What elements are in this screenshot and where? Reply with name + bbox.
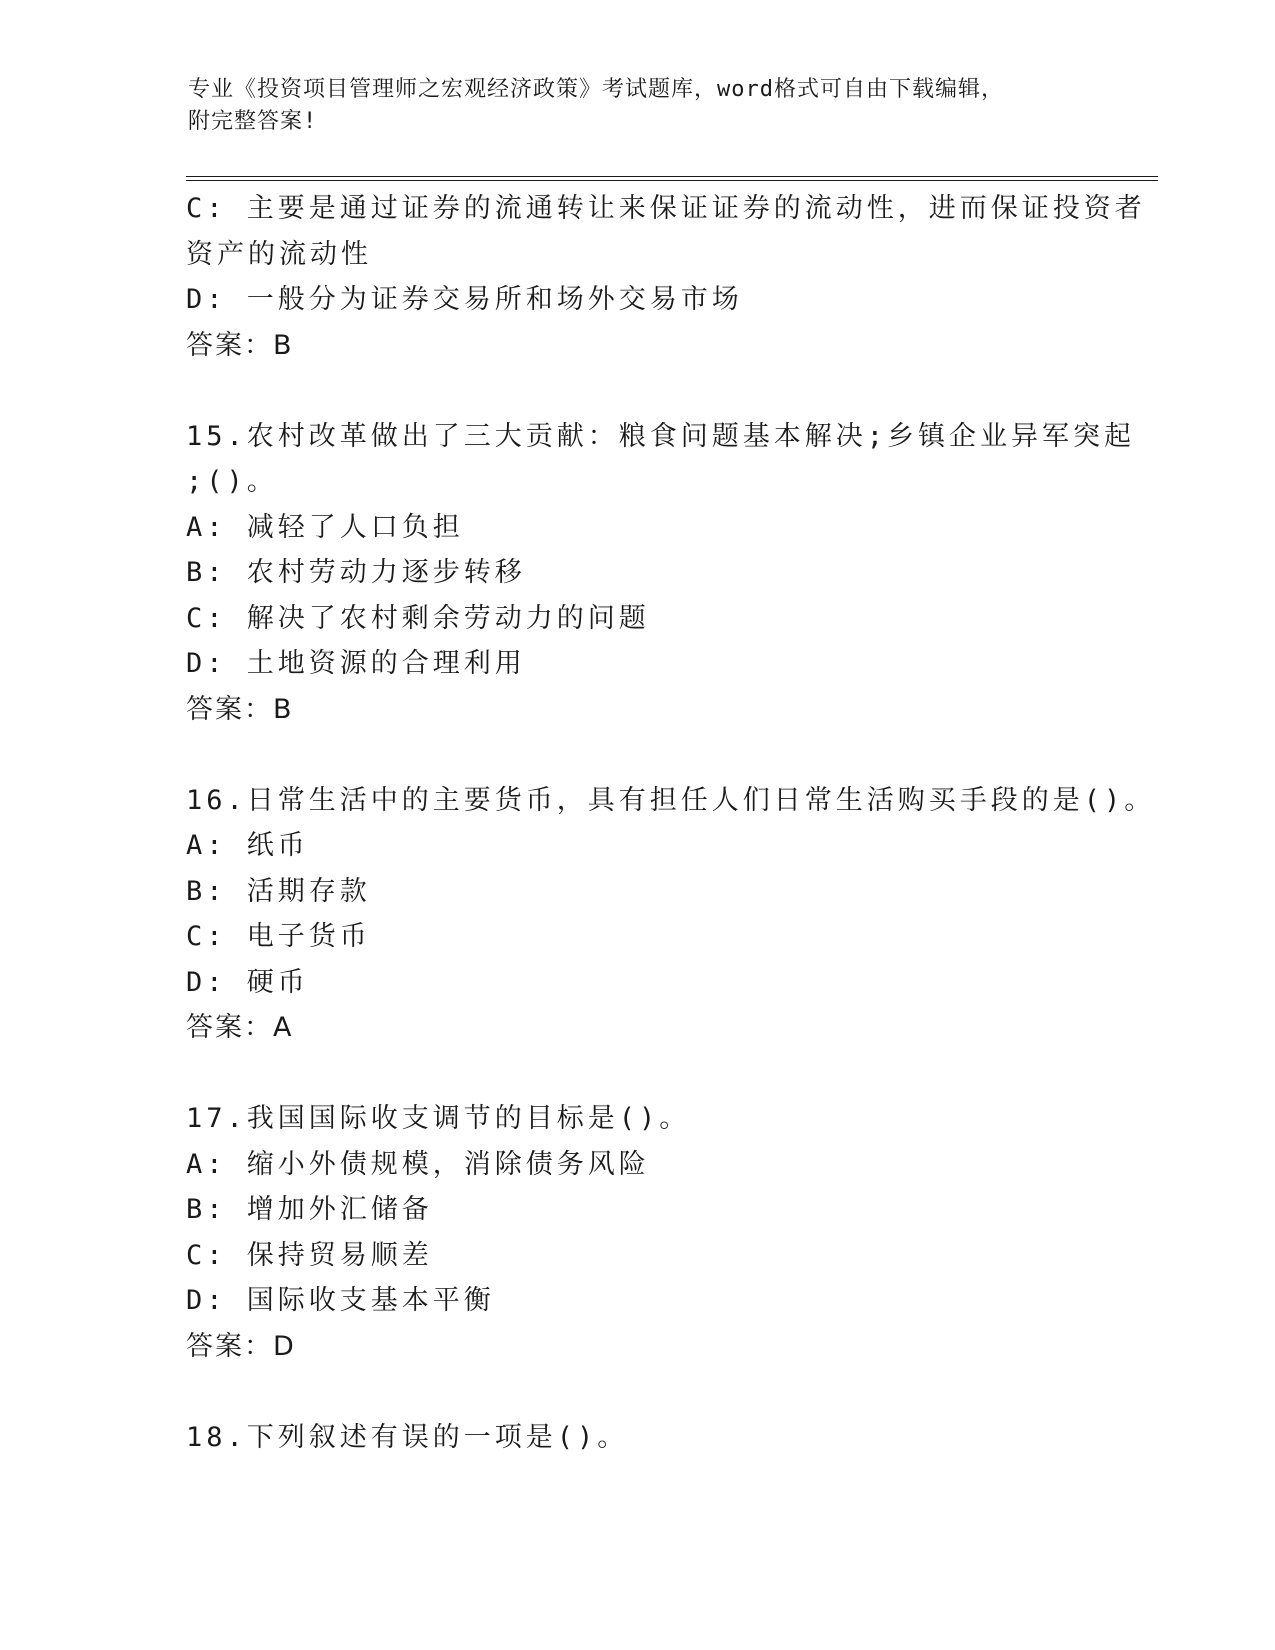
option-c: C: 保持贸易顺差 bbox=[186, 1239, 433, 1271]
option-c: C: 解决了农村剩余劳动力的问题 bbox=[186, 602, 650, 634]
question-16 bbox=[186, 778, 1156, 1051]
option-a: A: 减轻了人口负担 bbox=[186, 511, 464, 543]
option-b: B: 农村劳动力逐步转移 bbox=[186, 557, 526, 588]
header-line-2: 附完整答案! bbox=[188, 109, 318, 134]
header-divider-top bbox=[186, 176, 1158, 177]
option-b: B: 增加外汇储备 bbox=[186, 1194, 433, 1225]
question-17 bbox=[186, 1096, 1086, 1369]
option-c: C: 电子货币 bbox=[186, 921, 371, 952]
option-d: D: 土地资源的合理利用 bbox=[186, 648, 526, 679]
option-a: A: 纸币 bbox=[186, 830, 309, 861]
question-list bbox=[186, 186, 1156, 1460]
question-stem: 17.我国国际收支调节的目标是()。 bbox=[186, 1103, 691, 1134]
spacer bbox=[186, 1051, 1086, 1097]
option-d: D: 硬币 bbox=[186, 966, 309, 998]
question-stem-line-1: 15.农村改革做出了三大贡献：粮食问题基本解决;乡镇企业异军突起 bbox=[186, 420, 1136, 452]
answer-16: 答案：A bbox=[186, 1012, 294, 1043]
option-a: A: 缩小外债规模，消除债务风险 bbox=[186, 1148, 650, 1180]
question-stem: 16.日常生活中的主要货币，具有担任人们日常生活购买手段的是()。 bbox=[186, 784, 1156, 816]
spacer bbox=[186, 732, 1086, 778]
option-c-line-2: 资产的流动性 bbox=[186, 238, 372, 270]
document-header bbox=[188, 74, 1088, 138]
header-line-1: 专业《投资项目管理师之宏观经济政策》考试题库，word格式可自由下载编辑， bbox=[188, 77, 1004, 102]
question-stem-line-2: ;()。 bbox=[186, 466, 278, 497]
question-14-continued bbox=[186, 186, 1146, 368]
header-divider-bottom bbox=[186, 180, 1158, 181]
question-15 bbox=[186, 414, 1136, 733]
question-18 bbox=[186, 1415, 1086, 1461]
option-c-line-1: C: 主要是通过证券的流通转让来保证证券的流动性，进而保证投资者 bbox=[186, 193, 1146, 224]
option-d: D: 国际收支基本平衡 bbox=[186, 1285, 495, 1316]
spacer bbox=[186, 368, 1086, 414]
question-stem: 18.下列叙述有误的一项是()。 bbox=[186, 1421, 629, 1453]
option-d: D: 一般分为证券交易所和场外交易市场 bbox=[186, 284, 743, 315]
answer-17: 答案：D bbox=[186, 1330, 296, 1362]
option-b: B: 活期存款 bbox=[186, 875, 371, 907]
answer-14: 答案：B bbox=[186, 329, 294, 361]
answer-15: 答案：B bbox=[186, 693, 294, 725]
spacer bbox=[186, 1369, 1086, 1415]
